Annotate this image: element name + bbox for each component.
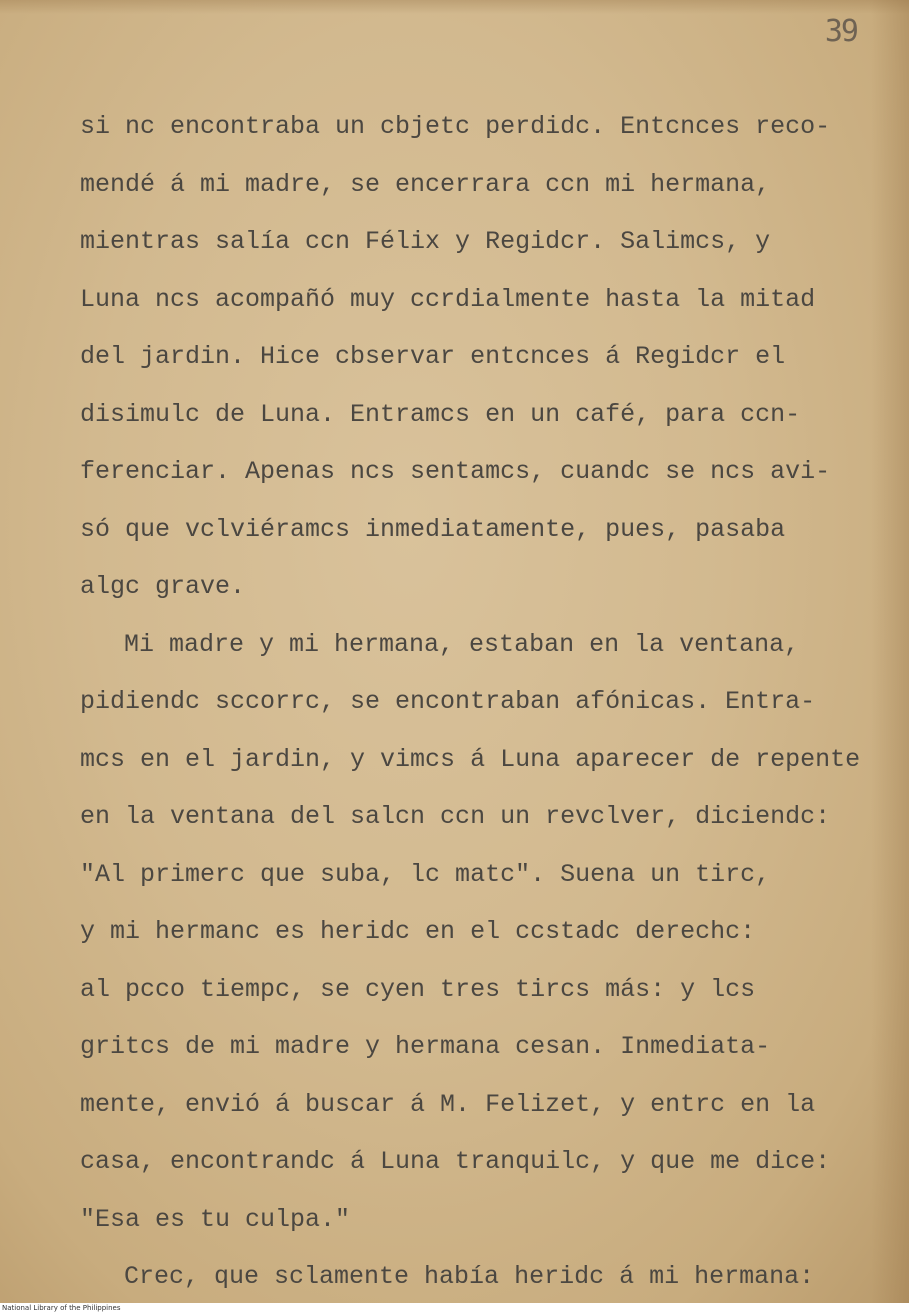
footer-strip <box>0 1303 909 1313</box>
text-line-indented: Crec, que sclamente había heridc á mi hermana: <box>124 1262 815 1291</box>
text-line: mendé á mi madre, se encerrara ccn mi hermana, <box>80 169 771 199</box>
text-line: só que vclviéramcs inmediatamente, pues, pasaba <box>80 514 786 544</box>
text-line: disimulc de Luna. Entramcs en un café, para ccn- <box>80 399 801 429</box>
page-edge-shadow-top <box>0 0 909 14</box>
text-line: del jardin. Hice cbservar entcnces á Regidcr el <box>80 342 786 371</box>
text-line: gritcs de mi madre y hermana cesan. Inmediata- <box>80 1032 771 1061</box>
text-line: en la ventana del salcn ccn un revclver, diciendc: <box>80 802 831 831</box>
text-line-indented: Mi madre y mi hermana, estaban en la ventana, <box>124 629 800 659</box>
text-line: y mi hermanc es heridc en el ccstadc derechc: <box>80 917 756 946</box>
text-line: mientras salía ccn Félix y Regidcr. Salimcs, y <box>80 227 771 256</box>
footer-credit: National Library of the Philippines <box>2 1304 121 1312</box>
text-line: si nc encontraba un cbjetc perdidc. Entcnces reco- <box>80 112 831 141</box>
text-line: "Esa es tu culpa." <box>80 1204 351 1234</box>
text-line: pidiendc sccorrc, se encontraban afónicas. Entra- <box>80 687 816 716</box>
text-line: "Al primerc que suba, lc matc". Suena un tirc, <box>80 859 771 889</box>
text-line: mente, envió á buscar á M. Felizet, y entrc en la <box>80 1089 816 1119</box>
text-line: mcs en el jardin, y vimcs á Luna aparecer de repente <box>80 744 861 774</box>
text-line: casa, encontrandc á Luna tranquilc, y que me dice: <box>80 1147 831 1176</box>
text-line: al pcco tiempc, se cyen tres tircs más: y lcs <box>80 974 756 1004</box>
text-line: algc grave. <box>80 572 246 601</box>
page-number: 39 <box>824 14 857 49</box>
text-line: ferenciar. Apenas ncs sentamcs, cuandc se ncs avi- <box>80 457 831 486</box>
text-line: Luna ncs acompañó muy ccrdialmente hasta la mitad <box>80 284 816 314</box>
typed-text-body <box>80 98 880 1303</box>
